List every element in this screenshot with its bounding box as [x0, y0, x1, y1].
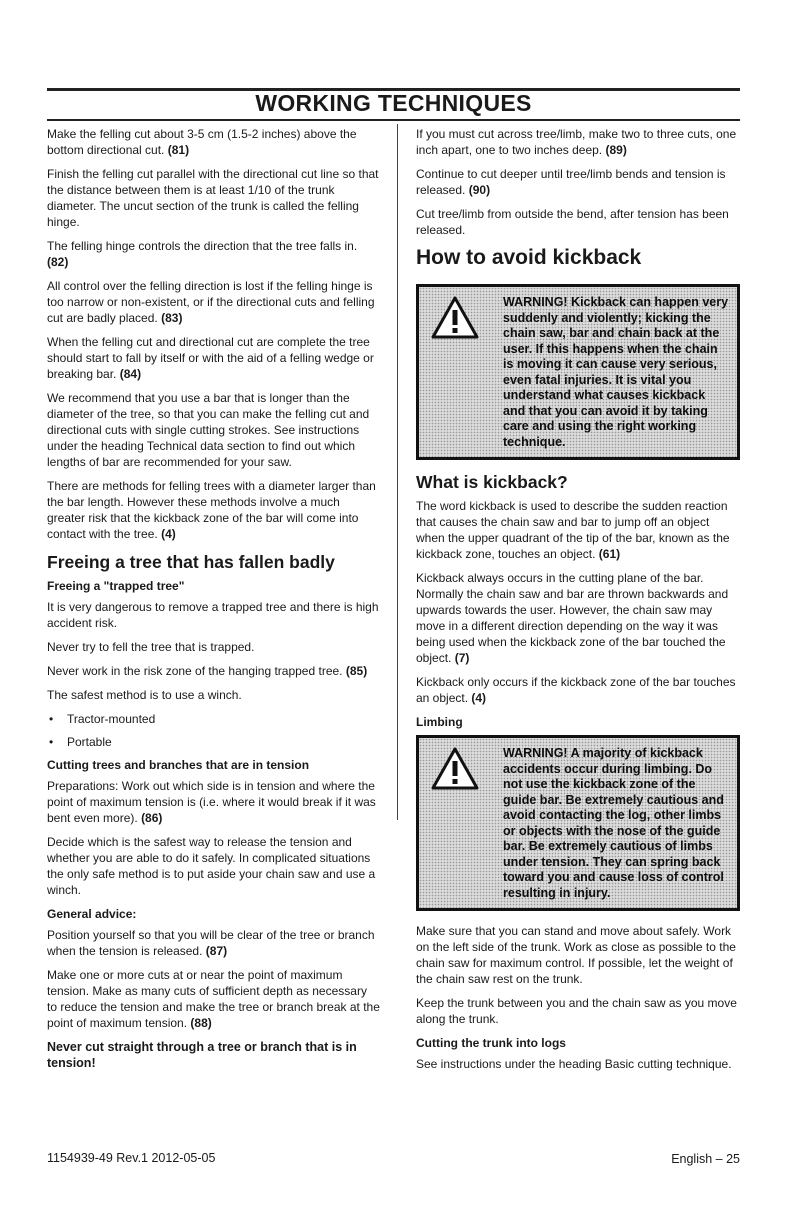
section-heading: Freeing a tree that has fallen badly [47, 552, 335, 572]
paragraph: Make sure that you can stand and move about safely. Work on the left side of the trunk. Work as close as possible to the chain saw for maximum control. If possible, let the weight of the chain saw rest on the trunk. [416, 924, 736, 986]
subsection-heading: General advice: [47, 907, 137, 921]
bold-paragraph: Never cut straight through a tree or branch that is in tension! [47, 1040, 357, 1070]
paragraph: All control over the felling direction is lost if the felling hinge is too narrow or non-existent, or if the directional cuts and felling cut are badly placed. (83) [47, 279, 375, 325]
paragraph: Never try to fell the tree that is trapped. [47, 640, 255, 654]
paragraph: Kickback only occurs if the kickback zone of the bar touches an object. (4) [416, 675, 736, 705]
paragraph: Kickback always occurs in the cutting plane of the bar. Normally the chain saw and bar are thrown backwards and upwards towards the user. However, the chain saw may move in a different direction depending on the way it was being used when the kickback zone of the bar touched the object. (7) [416, 571, 729, 665]
warning-text: WARNING! A majority of kickback accidents occur during limbing. Do not use the kickback zone of the guide bar. Be extremely cautious and avoid contacting the log, other limbs or objects with the nose of the guide bar. Be extremely cautious of limbs under tension. They can spring back toward you and cause loss of control resulting in injury. [503, 746, 724, 900]
page-title: WORKING TECHNIQUES [255, 90, 532, 116]
left-column [47, 126, 380, 1079]
subsection-heading: Freeing a "trapped tree" [47, 579, 185, 593]
paragraph: If you must cut across tree/limb, make two to three cuts, one inch apart, one to two inches deep. (89) [416, 127, 737, 157]
page-number: English – 25 [671, 1152, 740, 1166]
column-divider [397, 124, 398, 820]
paragraph: It is very dangerous to remove a trapped tree and there is high accident risk. [47, 600, 379, 630]
section-heading: How to avoid kickback [416, 246, 642, 269]
bullet-list [47, 711, 380, 750]
paragraph: See instructions under the heading Basic cutting technique. [416, 1057, 732, 1071]
paragraph: The safest method is to use a winch. [47, 688, 242, 702]
paragraph: There are methods for felling trees with a diameter larger than the bar length. However these methods involve a much greater risk that the kickback zone of the bar will come into contact with the tree. (4) [47, 479, 376, 541]
paragraph: Make one or more cuts at or near the point of maximum tension. Make as many cuts of sufficient depth as necessary to reduce the tension and make the tree or branch break at the point of maximum tension. (88) [47, 968, 380, 1030]
list-item: • Portable [47, 734, 380, 750]
paragraph: We recommend that you use a bar that is longer than the diameter of the tree, so that you can make the felling cut and directional cuts with single cutting strokes. See instructions under the heading Technical data section to find out which lengths of bar are recommended for your saw. [47, 391, 370, 469]
paragraph: The felling hinge controls the direction that the tree falls in. (82) [47, 239, 358, 269]
document-id: 1154939-49 Rev.1 2012-05-05 [47, 1151, 216, 1165]
warning-box [416, 735, 740, 911]
header-rule [47, 119, 740, 121]
paragraph: Keep the trunk between you and the chain saw as you move along the trunk. [416, 996, 737, 1026]
section-heading: What is kickback? [416, 472, 568, 492]
paragraph: Decide which is the safest way to release the tension and whether you are able to do it safely. In complicated situations the only safe method is to put aside your chain saw and use a winch. [47, 835, 376, 897]
subsection-heading: Cutting trees and branches that are in tension [47, 758, 310, 772]
paragraph: Continue to cut deeper until tree/limb bends and tension is released. (90) [416, 167, 726, 197]
paragraph: When the felling cut and directional cut are complete the tree should start to fall by itself or with the aid of a felling wedge or breaking bar. (84) [47, 335, 374, 381]
subsection-heading: Limbing [416, 715, 463, 729]
paragraph: Never work in the risk zone of the hanging trapped tree. (85) [47, 664, 368, 678]
warning-text: WARNING! Kickback can happen very suddenly and violently; kicking the chain saw, bar and chain back at the user. If this happens when the chain is moving it can cause very serious, even fatal injuries. It is vital you understand what causes kickback and that you can avoid it by taking care and using the right working technique. [503, 295, 729, 449]
paragraph: Finish the felling cut parallel with the directional cut line so that the distance between them is at least 1/10 of the trunk diameter. The uncut section of the trunk is called the felling hinge. [47, 167, 379, 229]
list-item: • Tractor-mounted [47, 711, 380, 727]
paragraph: Position yourself so that you will be clear of the tree or branch when the tension is released. (87) [47, 928, 375, 958]
right-column [416, 126, 740, 1080]
paragraph: Cut tree/limb from outside the bend, after tension has been released. [416, 207, 729, 237]
paragraph: Preparations: Work out which side is in tension and where the point of maximum tension is (i.e. where it would break if it was bent even more). (86) [47, 779, 376, 825]
warning-triangle-icon [431, 747, 479, 790]
warning-box [416, 284, 740, 460]
paragraph: The word kickback is used to describe the sudden reaction that causes the chain saw and bar to jump off an object when the upper quadrant of the tip of the bar, known as the kickback zone, touches an object. (61) [416, 499, 730, 561]
paragraph: Make the felling cut about 3-5 cm (1.5-2 inches) above the bottom directional cut. (81) [47, 127, 357, 157]
warning-triangle-icon [431, 296, 479, 339]
subsection-heading: Cutting the trunk into logs [416, 1036, 566, 1050]
